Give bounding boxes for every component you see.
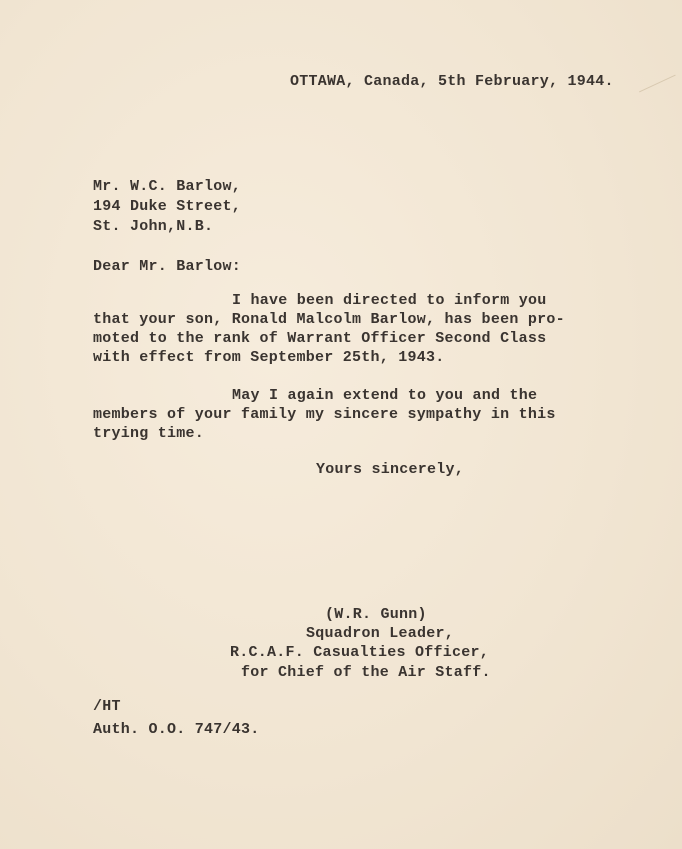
- paragraph-line: May I again extend to you and the: [232, 387, 538, 404]
- typist-initials: /HT: [93, 698, 121, 715]
- salutation: Dear Mr. Barlow:: [93, 258, 242, 275]
- dateline: OTTAWA, Canada, 5th February, 1944.: [290, 73, 614, 90]
- closing: Yours sincerely,: [316, 461, 465, 478]
- signature-line: (W.R. Gunn): [325, 606, 427, 623]
- paragraph-line: moted to the rank of Warrant Officer Second Class: [93, 330, 547, 347]
- address-line: 194 Duke Street,: [93, 198, 242, 215]
- paragraph-line: with effect from September 25th, 1943.: [93, 349, 445, 366]
- authority-reference: Auth. O.O. 747/43.: [93, 721, 260, 738]
- address-line: St. John,N.B.: [93, 218, 214, 235]
- signature-line: R.C.A.F. Casualties Officer,: [230, 644, 490, 661]
- signature-line: Squadron Leader,: [306, 625, 455, 642]
- paper-crease: [639, 75, 682, 113]
- paragraph-line: that your son, Ronald Malcolm Barlow, has been pro-: [93, 311, 565, 328]
- signature-line: for Chief of the Air Staff.: [241, 664, 491, 681]
- paragraph-line: trying time.: [93, 425, 205, 442]
- paragraph-line: I have been directed to inform you: [232, 292, 547, 309]
- address-line: Mr. W.C. Barlow,: [93, 178, 242, 195]
- paragraph-line: members of your family my sincere sympathy in this: [93, 406, 556, 423]
